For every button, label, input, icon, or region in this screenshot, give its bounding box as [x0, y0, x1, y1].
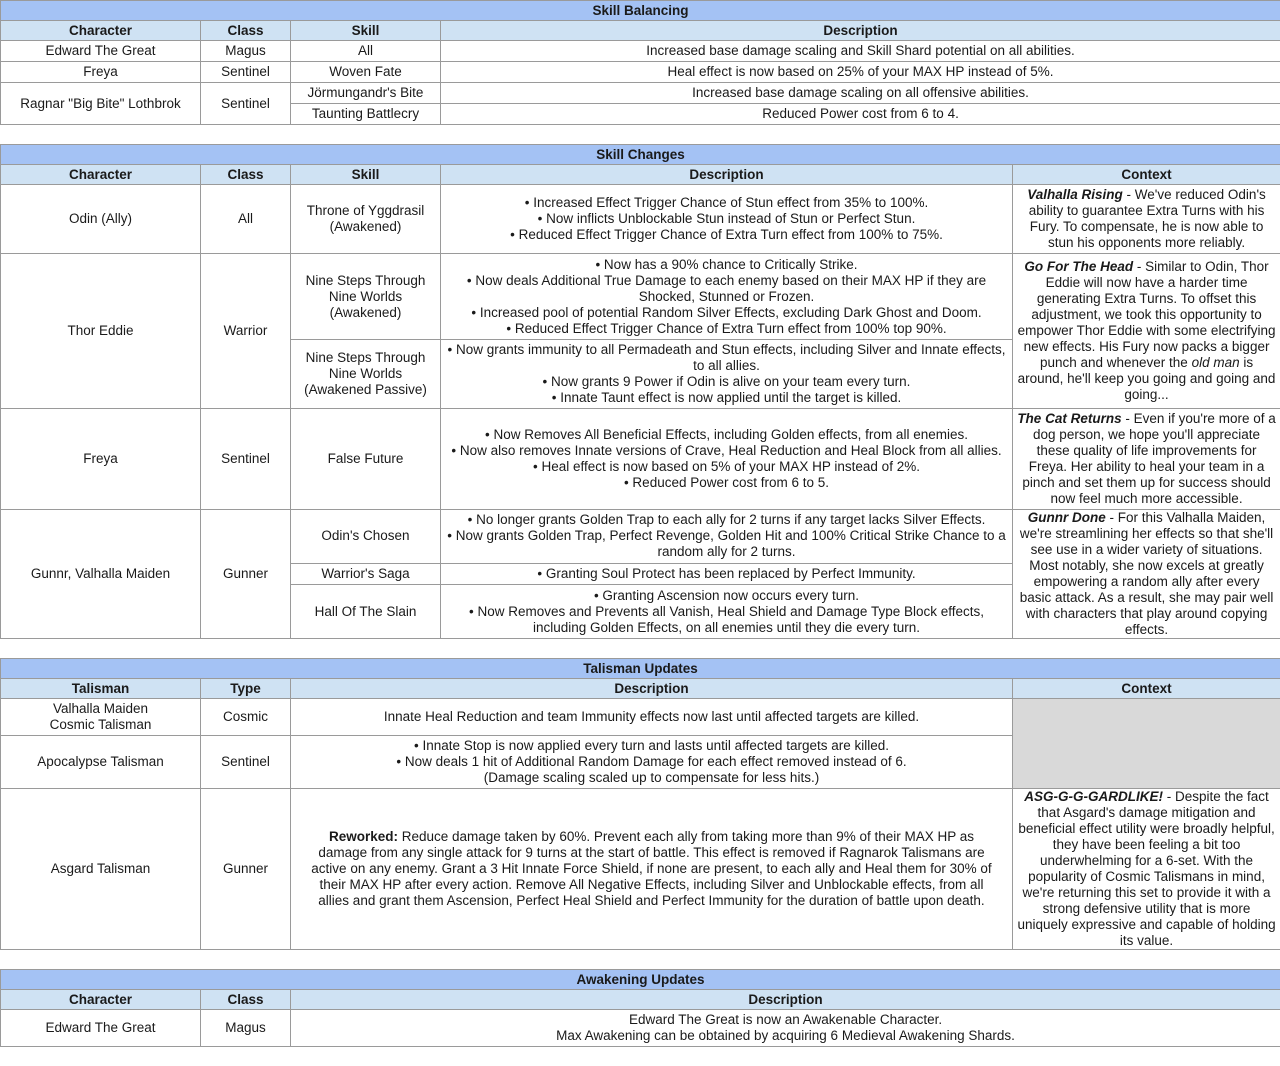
table-row: [1, 409, 1280, 510]
col-class: Class: [201, 990, 291, 1010]
col-skill: Skill: [291, 21, 441, 41]
description-cell: [291, 736, 1013, 789]
description-text: Reduce damage taken by 60%. Prevent each ally from taking more than 9% of their MAX HP as damage from any single attack for 9 turns at the start of battle. This effect is removed if Ragnarok Talismans are active on any enemy. Grant a 3 Hit Innate Force Shield, if none are present, to each ally and Heal them for 30% of their MAX HP after every action. Remove All Negative Effects, including Silver and Unblockable effects, from all allies and grant them Ascension, Perfect Heal Shield and Perfect Immunity for the duration of battle upon death.: [311, 829, 991, 908]
class-cell: Sentinel: [201, 409, 291, 510]
class-cell: Sentinel: [201, 83, 291, 125]
spacer: [1, 950, 1280, 970]
bullet-line: • Now Removes All Beneficial Effects, including Golden effects, from all enemies.: [485, 427, 968, 442]
col-context: Context: [1013, 679, 1280, 699]
skill-cell: Hall Of The Slain: [291, 585, 441, 639]
bullet-line: • Now inflicts Unblockable Stun instead of Stun or Perfect Stun.: [538, 211, 916, 226]
col-description: Description: [441, 165, 1013, 185]
context-cell: [1013, 254, 1280, 409]
description-line: Max Awakening can be obtained by acquiring 6 Medieval Awakening Shards.: [556, 1028, 1015, 1043]
col-character: Character: [1, 165, 201, 185]
description-cell: Reduced Power cost from 6 to 4.: [441, 104, 1280, 125]
skill-line: (Awakened): [330, 305, 402, 320]
character-cell: Ragnar "Big Bite" Lothbrok: [1, 83, 201, 125]
context-emphasis: old man: [1192, 355, 1240, 370]
col-description: Description: [441, 21, 1280, 41]
class-cell: Warrior: [201, 254, 291, 409]
class-cell: All: [201, 185, 291, 254]
table-row: [1, 83, 1280, 104]
type-cell: Sentinel: [201, 736, 291, 789]
bullet-line: • Reduced Power cost from 6 to 5.: [624, 475, 829, 490]
awakening-updates-title: Awakening Updates: [1, 970, 1280, 990]
type-cell: Gunner: [201, 789, 291, 950]
description-cell: Increased base damage scaling on all offensive abilities.: [441, 83, 1280, 104]
bullet-line: • Now grants 9 Power if Odin is alive on your team every turn.: [543, 374, 911, 389]
skill-cell: Woven Fate: [291, 62, 441, 83]
character-cell: Odin (Ally): [1, 185, 201, 254]
skill-cell: Odin's Chosen: [291, 510, 441, 564]
skill-line: Nine Worlds: [329, 289, 402, 304]
col-description: Description: [291, 990, 1280, 1010]
context-title: ASG-G-G-GARDLIKE!: [1024, 789, 1163, 804]
context-title: The Cat Returns: [1017, 411, 1121, 426]
table-row: [1, 62, 1280, 83]
table-row: [1, 185, 1280, 254]
bullet-line: • Increased pool of potential Random Silver Effects, excluding Dark Ghost and Doom.: [471, 305, 981, 320]
character-cell: Freya: [1, 62, 201, 83]
col-class: Class: [201, 21, 291, 41]
table-row: [1, 254, 1280, 340]
bullet-line: • Now grants Golden Trap, Perfect Revenge, Golden Hit and 100% Critical Strike Chance to a random ally for 2 turns.: [447, 528, 1006, 559]
spacer: [1, 125, 1280, 145]
col-description: Description: [291, 679, 1013, 699]
talisman-line: Cosmic Talisman: [50, 717, 152, 732]
bullet-line: (Damage scaling scaled up to compensate for less hits.): [484, 770, 819, 785]
context-title: Go For The Head: [1024, 259, 1133, 274]
skill-cell: False Future: [291, 409, 441, 510]
description-cell: Increased base damage scaling and Skill Shard potential on all abilities.: [441, 41, 1280, 62]
bullet-line: • Now deals Additional True Damage to each enemy based on their MAX HP if they are Shocked, Stunned or Frozen.: [467, 273, 986, 304]
context-title: Valhalla Rising: [1027, 187, 1123, 202]
skill-changes-title: Skill Changes: [1, 145, 1280, 165]
context-text: - For this Valhalla Maiden, we're streamlining her effects so that she'll see use in a wider variety of situations. Most notably, she now excels at greatly empowering a random ally after every basic attack. As a result, she may pair well with characters that play around copying effects.: [1020, 510, 1274, 637]
table-row: [1, 699, 1280, 736]
col-talisman: Talisman: [1, 679, 201, 699]
skill-cell: All: [291, 41, 441, 62]
skill-cell: Jörmungandr's Bite: [291, 83, 441, 104]
description-cell: [441, 585, 1013, 639]
class-cell: Sentinel: [201, 62, 291, 83]
character-cell: Freya: [1, 409, 201, 510]
table-row: [1, 1010, 1280, 1047]
table-row: [1, 510, 1280, 564]
bullet-line: • Reduced Effect Trigger Chance of Extra Turn effect from 100% top 90%.: [506, 321, 946, 336]
class-cell: Gunner: [201, 510, 291, 639]
description-line: Edward The Great is now an Awakenable Character.: [629, 1012, 942, 1027]
spacer: [1, 1047, 1280, 1066]
bullet-line: • Now has a 90% chance to Critically Strike.: [595, 257, 857, 272]
character-cell: Thor Eddie: [1, 254, 201, 409]
skill-cell: [291, 254, 441, 340]
skill-line: (Awakened Passive): [304, 382, 427, 397]
description-cell: Heal effect is now based on 25% of your MAX HP instead of 5%.: [441, 62, 1280, 83]
bullet-line: • Heal effect is now based on 5% of your MAX HP instead of 2%.: [533, 459, 920, 474]
context-text: - We've reduced Odin's ability to guarantee Extra Turns with his Fury. To compensate, he is now able to stun his opponents more reliably.: [1029, 187, 1266, 250]
skill-line: Nine Steps Through: [306, 350, 426, 365]
skill-line: (Awakened): [330, 219, 402, 234]
description-cell: • Granting Soul Protect has been replaced by Perfect Immunity.: [441, 563, 1013, 585]
bullet-line: • Now also removes Innate versions of Crave, Heal Reduction and Heal Block from all allies.: [451, 443, 1001, 458]
bullet-line: • Now Removes and Prevents all Vanish, Heal Shield and Damage Type Block effects, including Golden Effects, on all enemies until they die every turn.: [469, 604, 984, 635]
skill-cell: [291, 185, 441, 254]
skill-line: Throne of Yggdrasil: [307, 203, 425, 218]
description-cell: [441, 409, 1013, 510]
talisman-updates-title: Talisman Updates: [1, 659, 1280, 679]
bullet-line: • Now deals 1 hit of Additional Random Damage for each effect removed instead of 6.: [396, 754, 906, 769]
col-character: Character: [1, 990, 201, 1010]
description-cell: [441, 510, 1013, 564]
character-cell: Edward The Great: [1, 1010, 201, 1047]
spacer: [1, 639, 1280, 659]
bullet-line: • Innate Stop is now applied every turn and lasts until affected targets are killed.: [414, 738, 889, 753]
empty-context-cell: [1013, 699, 1280, 789]
talisman-line: Valhalla Maiden: [53, 701, 148, 716]
skill-cell: [291, 340, 441, 409]
bullet-line: • Granting Ascension now occurs every turn.: [594, 588, 859, 603]
context-cell: [1013, 789, 1280, 950]
skill-balancing-title: Skill Balancing: [1, 1, 1280, 21]
context-cell: [1013, 409, 1280, 510]
description-cell: [441, 185, 1013, 254]
bullet-line: • Now grants immunity to all Permadeath and Stun effects, including Silver and Innate effects, to all allies.: [447, 342, 1005, 373]
description-cell: [291, 789, 1013, 950]
context-cell: [1013, 510, 1280, 639]
description-cell: Innate Heal Reduction and team Immunity effects now last until affected targets are killed.: [291, 699, 1013, 736]
context-text: - Even if you're more of a dog person, we hope you'll appreciate these quality of life improvements for Freya. Her ability to heal your team in a pinch and set them up for success should now feel much more accessible.: [1022, 411, 1275, 506]
talisman-cell: Apocalypse Talisman: [1, 736, 201, 789]
character-cell: Edward The Great: [1, 41, 201, 62]
col-character: Character: [1, 21, 201, 41]
skill-line: Nine Steps Through: [306, 273, 426, 288]
bullet-line: • Innate Taunt effect is now applied until the target is killed.: [552, 390, 901, 405]
description-cell: [291, 1010, 1280, 1047]
character-cell: Gunnr, Valhalla Maiden: [1, 510, 201, 639]
context-text: - Despite the fact that Asgard's damage mitigation and beneficial effect utility were broadly helpful, they have been feeling a bit too underwhelming for a 6-set. With the popularity of Cosmic Talismans in mind, we're returning this set to provide it with a strong defensive utility that is more uniquely expressive and capable of holding its value.: [1017, 789, 1275, 948]
description-cell: [441, 340, 1013, 409]
class-cell: Magus: [201, 1010, 291, 1047]
col-class: Class: [201, 165, 291, 185]
class-cell: Magus: [201, 41, 291, 62]
skill-cell: Taunting Battlecry: [291, 104, 441, 125]
bullet-line: • No longer grants Golden Trap to each ally for 2 turns if any target lacks Silver Effects.: [468, 512, 986, 527]
context-text: - Similar to Odin, Thor Eddie will now have a harder time generating Extra Turns. To offset this adjustment, we took this opportunity to empower Thor Eddie with some electrifying new effects. His Fury now packs a bigger punch and whenever the: [1018, 259, 1276, 370]
type-cell: Cosmic: [201, 699, 291, 736]
context-cell: [1013, 185, 1280, 254]
talisman-cell: [1, 699, 201, 736]
col-context: Context: [1013, 165, 1280, 185]
skill-line: Nine Worlds: [329, 366, 402, 381]
table-row: [1, 41, 1280, 62]
reworked-label: Reworked:: [329, 829, 398, 844]
skill-cell: Warrior's Saga: [291, 563, 441, 585]
col-skill: Skill: [291, 165, 441, 185]
context-title: Gunnr Done: [1028, 510, 1106, 525]
context-text: is around, he'll keep you going and going and going...: [1018, 355, 1276, 402]
description-cell: [441, 254, 1013, 340]
bullet-line: • Increased Effect Trigger Chance of Stun effect from 35% to 100%.: [525, 195, 928, 210]
bullet-line: • Reduced Effect Trigger Chance of Extra Turn effect from 100% to 75%.: [510, 227, 943, 242]
table-row: [1, 789, 1280, 950]
col-type: Type: [201, 679, 291, 699]
talisman-cell: Asgard Talisman: [1, 789, 201, 950]
